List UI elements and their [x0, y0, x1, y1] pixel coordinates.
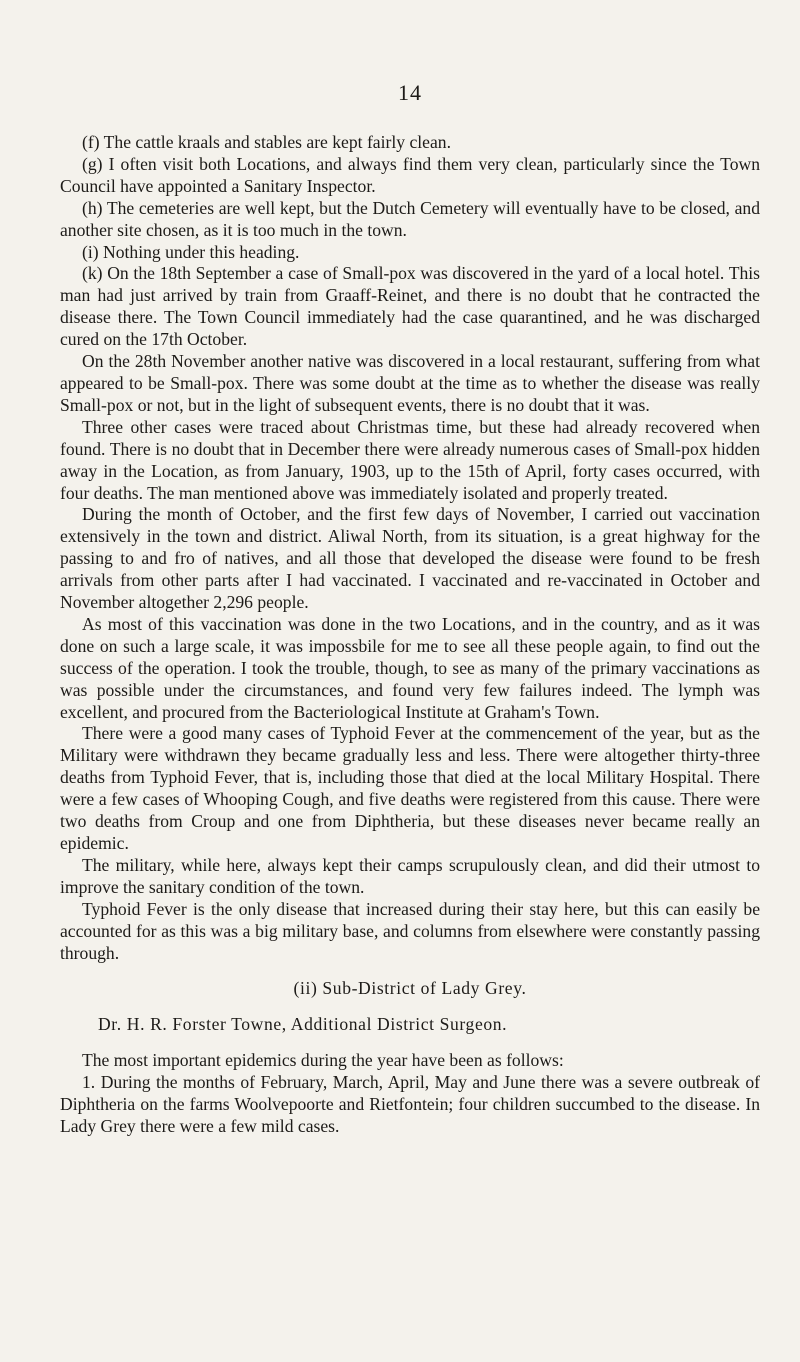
subdistrict-heading: (ii) Sub-District of Lady Grey. [293, 978, 527, 999]
paragraph-christmas-cases: Three other cases were traced about Christmas time, but these had already recovered when found. There is no doubt that in December there were already numerous cases of Small-pox hidden away in the Location, as from January, 1903, up to the 15th of April, forty cases occurred, with four deaths. The man mentioned above was immediately isolated and properly treated. [60, 416, 760, 503]
paragraph-h: (h) The cemeteries are well kept, but the Dutch Cemetery will eventually have to be closed, and another site chosen, as it is too much in the town. [60, 197, 760, 240]
paragraph-typhoid: There were a good many cases of Typhoid Fever at the commencement of the year, but as the Military were withdrawn they became gradually less and less. There were altogether thirty-three deaths from Typhoid Fever, that is, including those that died at the local Military Hospital. There were a few cases of Whooping Cough, and five deaths were registered from this cause. There were two deaths from Croup and one from Diphtheria, but these diseases never became really an epidemic. [60, 723, 760, 853]
paragraph-november-case: On the 28th November another native was discovered in a local restaurant, suffering from what appeared to be Small-pox. There was some doubt at the time as to whether the disease was really Small-pox or not, but in the light of subsequent events, there is no doubt that it was. [60, 351, 760, 415]
body-text [60, 132, 760, 1138]
paragraph-epidemics-intro: The most important epidemics during the year have been as follows: [82, 1050, 564, 1071]
surgeon-line: Dr. H. R. Forster Towne, Additional District Surgeon. [98, 1014, 508, 1035]
paragraph-f: (f) The cattle kraals and stables are kept fairly clean. [82, 132, 451, 152]
paragraph-k: (k) On the 18th September a case of Small-pox was discovered in the yard of a local hotel. This man had just arrived by train from Graaff-Reinet, and there is no doubt that he contracted the disease there. The Town Council immediately had the case quarantined, and he was discharged cured on the 17th October. [60, 263, 760, 350]
paragraph-typhoid-increase: Typhoid Fever is the only disease that increased during their stay here, but this can easily be accounted for as this was a big military base, and columns from elsewhere were constantly passing through. [60, 898, 760, 963]
paragraph-g: (g) I often visit both Locations, and always find them very clean, particularly since the Town Council have appointed a Sanitary Inspector. [60, 153, 760, 196]
paragraph-vaccination: During the month of October, and the first few days of November, I carried out vaccination extensively in the town and district. Aliwal North, from its situation, is a great highway for the passing to and fro of natives, and all those that developed the disease were found to be fresh arrivals from other parts after I had vaccinated. I vaccinated and re-vaccinated in October and November altogether 2,296 people. [60, 504, 760, 613]
paragraph-military: The military, while here, always kept their camps scrupulously clean, and did their utmost to improve the sanitary condition of the town. [60, 854, 760, 897]
paragraph-diphtheria: 1. During the months of February, March, April, May and June there was a severe outbreak of Diphtheria on the farms Woolvepoorte and Rietfontein; four children succumbed to the disease. In Lady Grey there were a few mild cases. [60, 1072, 760, 1136]
page-number: 14 [398, 80, 422, 105]
paragraph-vaccination-success: As most of this vaccination was done in the two Locations, and in the country, and as it was done on such a large scale, it was impossbile for me to see all these people again, to find out the success of the operation. I took the trouble, though, to see as many of the primary vaccinations as was possible under the circumstances, and found very few failures indeed. The lymph was excellent, and procured from the Bacteriological Institute at Graham's Town. [60, 613, 760, 722]
paragraph-i: (i) Nothing under this heading. [82, 241, 300, 262]
